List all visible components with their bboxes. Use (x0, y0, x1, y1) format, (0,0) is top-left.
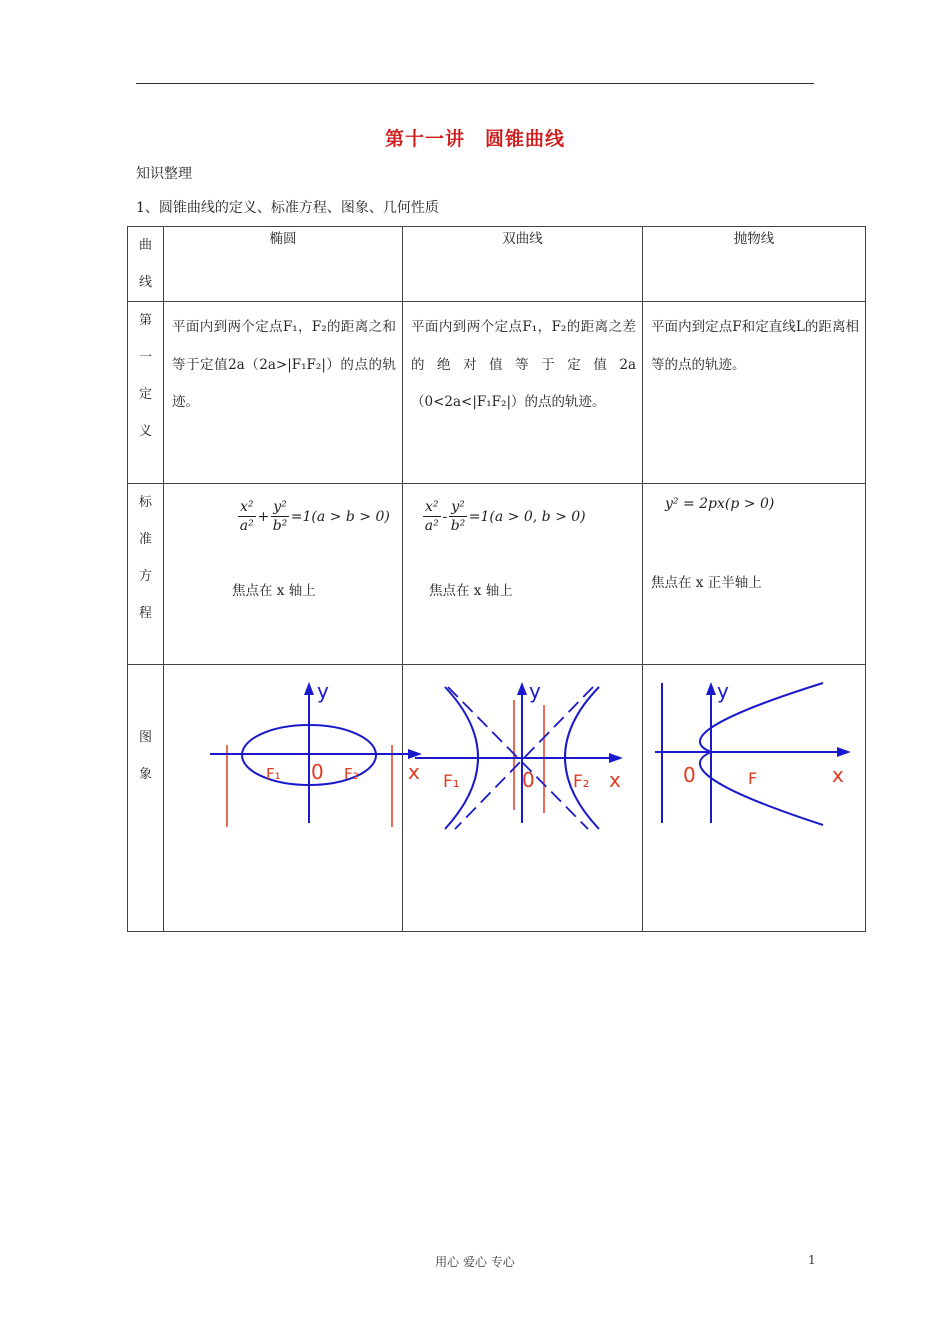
column-head-hyperbola: 双曲线 (403, 227, 643, 302)
subtitle: 知识整理 (136, 166, 192, 182)
footer-text: 用心 爱心 专心 (435, 1255, 515, 1269)
definition-parabola: 平面内到定点F和定直线L的距离相等的点的轨迹。 (643, 302, 866, 484)
parabola-equation: y² = 2px(p > 0) (665, 496, 775, 512)
y-label: y (317, 679, 329, 703)
column-head-parabola: 抛物线 (643, 227, 866, 302)
x-axis-arrow (837, 747, 851, 757)
x-axis-arrow (609, 753, 623, 763)
parabola-graph (643, 665, 865, 927)
y-axis-arrow (517, 682, 527, 695)
y-axis-arrow (706, 682, 716, 695)
hyperbola-equation: $\frac{\text{x²}}{\text{a²}}$ - $\frac{\text{y²}}{\text{b²}}$ =1(a > 0, b > 0) (424, 499, 586, 534)
equation-hyperbola-cell (403, 484, 643, 665)
parabola-focus-note: 焦点在 x 正半轴上 (651, 575, 762, 591)
equation-parabola-cell (643, 484, 866, 665)
row-head-graph: 图 象 (128, 665, 164, 932)
row-head-equation: 标 准 方 程 (128, 484, 164, 665)
page-title: 第十一讲 圆锥曲线 (384, 128, 565, 150)
row-head-definition: 第 一 定 义 (128, 302, 164, 484)
definition-hyperbola: 平面内到两个定点F₁，F₂的距离之差的绝对值等于定值2a（0<2a<|F₁F₂|）的点的轨迹。 (403, 302, 643, 484)
table-row-definition (128, 302, 866, 484)
graph-ellipse-cell (164, 665, 420, 932)
y-label: y (717, 679, 729, 703)
focus-f2-label: F₂ (573, 772, 590, 792)
graph-hyperbola-cell (403, 665, 643, 932)
table-row-equation (128, 484, 866, 665)
focus-f1-label: F₁ (266, 765, 281, 783)
x-label: x (832, 763, 844, 787)
row-head-curve: 曲 线 (128, 227, 164, 302)
x-label: x (609, 768, 621, 792)
origin-label: 0 (522, 768, 535, 792)
header-rule (136, 83, 814, 84)
ellipse-equation: $\frac{\text{x²}}{\text{a²}}$ + $\frac{\text{y²}}{\text{b²}}$ =1(a > b > 0) (239, 499, 390, 534)
origin-label: 0 (683, 763, 696, 787)
equation-ellipse-cell (164, 484, 403, 665)
ellipse-focus-note: 焦点在 x 轴上 (232, 583, 316, 599)
column-head-ellipse: 椭圆 (164, 227, 403, 302)
page-number: 1 (808, 1253, 816, 1267)
focus-f2-label: F₂ (344, 765, 359, 783)
focus-f1-label: F₁ (443, 772, 460, 792)
parabola-curve (700, 683, 823, 825)
hyperbola-focus-note: 焦点在 x 轴上 (429, 583, 513, 599)
origin-label: 0 (311, 760, 324, 784)
ellipse-graph (164, 665, 420, 927)
focus-label: F (748, 769, 758, 788)
x-label: x (408, 760, 420, 784)
table-row-graph (128, 665, 866, 932)
graph-parabola-cell (643, 665, 866, 932)
table-row-header (128, 227, 866, 302)
y-label: y (529, 679, 541, 703)
section-heading: 1、圆锥曲线的定义、标准方程、图象、几何性质 (136, 200, 439, 216)
hyperbola-graph (403, 665, 642, 927)
definition-ellipse: 平面内到两个定点F₁，F₂的距离之和等于定值2a（2a>|F₁F₂|）的点的轨迹。 (164, 302, 403, 484)
y-axis-arrow (304, 682, 314, 695)
conic-table (127, 226, 866, 932)
